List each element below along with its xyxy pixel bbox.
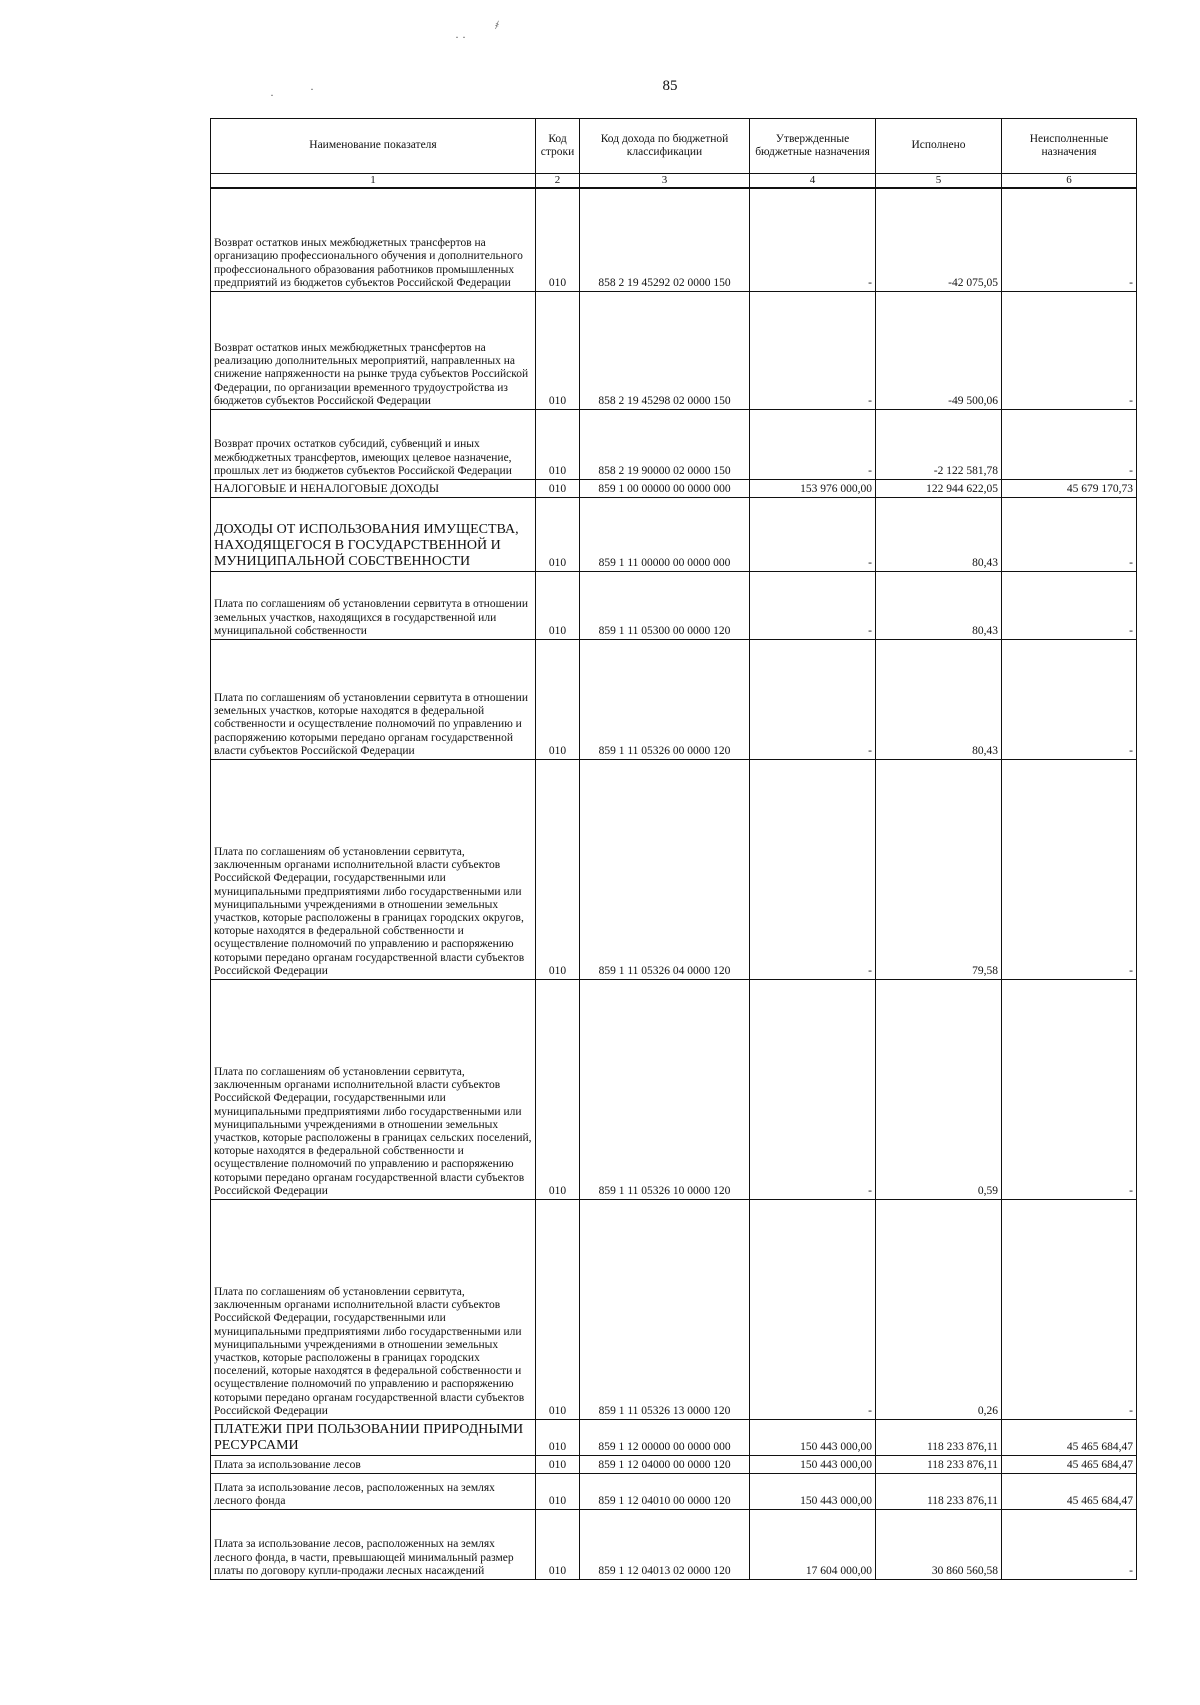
row-approved: 150 443 000,00 xyxy=(750,1456,876,1474)
row-income-code: 859 1 12 04013 02 0000 120 xyxy=(580,1510,750,1580)
row-name: ПЛАТЕЖИ ПРИ ПОЛЬЗОВАНИИ ПРИРОДНЫМИ РЕСУРСАМИ xyxy=(211,1420,536,1456)
row-unexecuted: - xyxy=(1002,760,1137,980)
row-line-code: 010 xyxy=(536,410,580,480)
row-income-code: 858 2 19 45298 02 0000 150 xyxy=(580,292,750,410)
row-executed: 118 233 876,11 xyxy=(876,1456,1002,1474)
row-executed: 30 860 560,58 xyxy=(876,1510,1002,1580)
row-line-code: 010 xyxy=(536,498,580,572)
row-approved: - xyxy=(750,410,876,480)
row-approved: - xyxy=(750,292,876,410)
row-name: Плата за использование лесов, расположенных на землях лесного фонда, в части, превышающей минимальный размер платы по договору купли-продажи лесных насаждений xyxy=(211,1510,536,1580)
row-executed: 0,26 xyxy=(876,1200,1002,1420)
row-income-code: 859 1 12 00000 00 0000 000 xyxy=(580,1420,750,1456)
table-row xyxy=(211,292,1137,410)
row-line-code: 010 xyxy=(536,1200,580,1420)
column-number: 5 xyxy=(876,174,1002,188)
row-unexecuted: - xyxy=(1002,572,1137,640)
row-unexecuted: - xyxy=(1002,1200,1137,1420)
row-unexecuted: 45 465 684,47 xyxy=(1002,1456,1137,1474)
row-unexecuted: - xyxy=(1002,1510,1137,1580)
table-row xyxy=(211,1200,1137,1420)
scan-speck: · xyxy=(270,88,274,102)
column-number: 4 xyxy=(750,174,876,188)
column-number: 6 xyxy=(1002,174,1137,188)
header-line-code: Код строки xyxy=(536,119,580,174)
income-report-table xyxy=(210,118,1137,1580)
table-row xyxy=(211,498,1137,572)
header-unexecuted: Неисполненные назначения xyxy=(1002,119,1137,174)
row-line-code: 010 xyxy=(536,292,580,410)
row-approved: - xyxy=(750,760,876,980)
row-income-code: 859 1 00 00000 00 0000 000 xyxy=(580,480,750,498)
row-approved: 150 443 000,00 xyxy=(750,1474,876,1510)
row-unexecuted: - xyxy=(1002,188,1137,292)
scan-speck: · · xyxy=(455,30,466,44)
row-approved: 150 443 000,00 xyxy=(750,1420,876,1456)
row-line-code: 010 xyxy=(536,188,580,292)
row-approved: 153 976 000,00 xyxy=(750,480,876,498)
row-unexecuted: 45 465 684,47 xyxy=(1002,1420,1137,1456)
row-unexecuted: - xyxy=(1002,640,1137,760)
row-approved: - xyxy=(750,498,876,572)
row-executed: 80,43 xyxy=(876,640,1002,760)
row-line-code: 010 xyxy=(536,480,580,498)
row-name: Возврат остатков иных межбюджетных трансфертов на организацию профессионального обучения и дополнительного профессионального образования работников промышленных предприятий из бюджетов субъектов Российской Федерации xyxy=(211,188,536,292)
column-number: 1 xyxy=(211,174,536,188)
row-approved: - xyxy=(750,572,876,640)
row-unexecuted: - xyxy=(1002,498,1137,572)
row-income-code: 858 2 19 45292 02 0000 150 xyxy=(580,188,750,292)
row-income-code: 859 1 11 05326 00 0000 120 xyxy=(580,640,750,760)
table-row xyxy=(211,760,1137,980)
row-line-code: 010 xyxy=(536,640,580,760)
row-unexecuted: 45 679 170,73 xyxy=(1002,480,1137,498)
table-row xyxy=(211,1510,1137,1580)
row-income-code: 859 1 11 05300 00 0000 120 xyxy=(580,572,750,640)
table-row xyxy=(211,188,1137,292)
table-row xyxy=(211,1420,1137,1456)
header-name: Наименование показателя xyxy=(211,119,536,174)
row-executed: -42 075,05 xyxy=(876,188,1002,292)
row-executed: 122 944 622,05 xyxy=(876,480,1002,498)
table-row xyxy=(211,1456,1137,1474)
scan-speck: ҂ xyxy=(495,18,500,32)
row-unexecuted: - xyxy=(1002,980,1137,1200)
row-income-code: 859 1 12 04010 00 0000 120 xyxy=(580,1474,750,1510)
page-number: 85 xyxy=(662,78,678,94)
column-number: 2 xyxy=(536,174,580,188)
row-name: ДОХОДЫ ОТ ИСПОЛЬЗОВАНИЯ ИМУЩЕСТВА, НАХОДЯЩЕГОСЯ В ГОСУДАРСТВЕННОЙ И МУНИЦИПАЛЬНОЙ СОБСТВЕННОСТИ xyxy=(211,498,536,572)
row-line-code: 010 xyxy=(536,1456,580,1474)
row-income-code: 859 1 11 05326 13 0000 120 xyxy=(580,1200,750,1420)
row-approved: - xyxy=(750,640,876,760)
row-income-code: 859 1 11 05326 04 0000 120 xyxy=(580,760,750,980)
header-executed: Исполнено xyxy=(876,119,1002,174)
row-name: Плата по соглашениям об установлении сервитута, заключенным органами исполнительной власти субъектов Российской Федерации, государственными или муниципальными предприятиями либо государственными или муниципальными учреждениями в отношении земельных участков, которые расположены в границах сельских поселений, которые находятся в федеральной собственности и осуществление полномочий по управлению и распоряжению которыми передано органам государственной власти субъектов Российской Федерации xyxy=(211,980,536,1200)
table-row xyxy=(211,640,1137,760)
row-approved: - xyxy=(750,188,876,292)
row-name: НАЛОГОВЫЕ И НЕНАЛОГОВЫЕ ДОХОДЫ xyxy=(211,480,536,498)
row-line-code: 010 xyxy=(536,1474,580,1510)
row-name: Плата по соглашениям об установлении сервитута, заключенным органами исполнительной власти субъектов Российской Федерации, государственными или муниципальными предприятиями либо государственными или муниципальными учреждениями в отношении земельных участков, которые расположены в границах городских поселений, которые находятся в федеральной собственности и осуществление полномочий по управлению и распоряжению которыми передано органам государственной власти субъектов Российской Федерации xyxy=(211,1200,536,1420)
table-row xyxy=(211,980,1137,1200)
row-name: Возврат остатков иных межбюджетных трансфертов на реализацию дополнительных мероприятий, направленных на снижение напряженности на рынке труда субъектов Российской Федерации, по организации временного трудоустройства из бюджетов субъектов Российской Федерации xyxy=(211,292,536,410)
row-income-code: 858 2 19 90000 02 0000 150 xyxy=(580,410,750,480)
row-name: Плата по соглашениям об установлении сервитута, заключенным органами исполнительной власти субъектов Российской Федерации, государственными или муниципальными предприятиями либо государственными или муниципальными учреждениями в отношении земельных участков, которые расположены в границах городских округов, которые находятся в федеральной собственности и осуществление полномочий по управлению и распоряжению которыми передано органам государственной власти субъектов Российской Федерации xyxy=(211,760,536,980)
header-row xyxy=(211,119,1137,174)
table-row xyxy=(211,480,1137,498)
row-name: Плата за использование лесов xyxy=(211,1456,536,1474)
row-line-code: 010 xyxy=(536,1510,580,1580)
row-unexecuted: - xyxy=(1002,292,1137,410)
table-row xyxy=(211,1474,1137,1510)
header-approved: Утвержденные бюджетные назначения xyxy=(750,119,876,174)
row-executed: 79,58 xyxy=(876,760,1002,980)
row-line-code: 010 xyxy=(536,1420,580,1456)
row-income-code: 859 1 12 04000 00 0000 120 xyxy=(580,1456,750,1474)
row-executed: -2 122 581,78 xyxy=(876,410,1002,480)
row-name: Плата за использование лесов, расположенных на землях лесного фонда xyxy=(211,1474,536,1510)
row-executed: 118 233 876,11 xyxy=(876,1420,1002,1456)
row-unexecuted: - xyxy=(1002,410,1137,480)
row-income-code: 859 1 11 05326 10 0000 120 xyxy=(580,980,750,1200)
row-line-code: 010 xyxy=(536,980,580,1200)
row-executed: 0,59 xyxy=(876,980,1002,1200)
table-row xyxy=(211,410,1137,480)
row-approved: 17 604 000,00 xyxy=(750,1510,876,1580)
row-executed: 118 233 876,11 xyxy=(876,1474,1002,1510)
row-name: Плата по соглашениям об установлении сервитута в отношении земельных участков, которые находятся в федеральной собственности и осуществление полномочий по управлению и распоряжению которыми передано органам государственной власти субъектов Российской Федерации xyxy=(211,640,536,760)
column-number: 3 xyxy=(580,174,750,188)
table-row xyxy=(211,572,1137,640)
scan-speck: · xyxy=(310,82,314,96)
row-name: Плата по соглашениям об установлении сервитута в отношении земельных участков, находящихся в государственной или муниципальной собственности xyxy=(211,572,536,640)
row-line-code: 010 xyxy=(536,760,580,980)
row-name: Возврат прочих остатков субсидий, субвенций и иных межбюджетных трансфертов, имеющих целевое назначение, прошлых лет из бюджетов субъектов Российской Федерации xyxy=(211,410,536,480)
row-unexecuted: 45 465 684,47 xyxy=(1002,1474,1137,1510)
row-approved: - xyxy=(750,1200,876,1420)
row-income-code: 859 1 11 00000 00 0000 000 xyxy=(580,498,750,572)
row-executed: 80,43 xyxy=(876,498,1002,572)
column-number-row xyxy=(211,174,1137,188)
header-income-code: Код дохода по бюджетной классификации xyxy=(580,119,750,174)
row-executed: -49 500,06 xyxy=(876,292,1002,410)
row-line-code: 010 xyxy=(536,572,580,640)
row-approved: - xyxy=(750,980,876,1200)
row-executed: 80,43 xyxy=(876,572,1002,640)
